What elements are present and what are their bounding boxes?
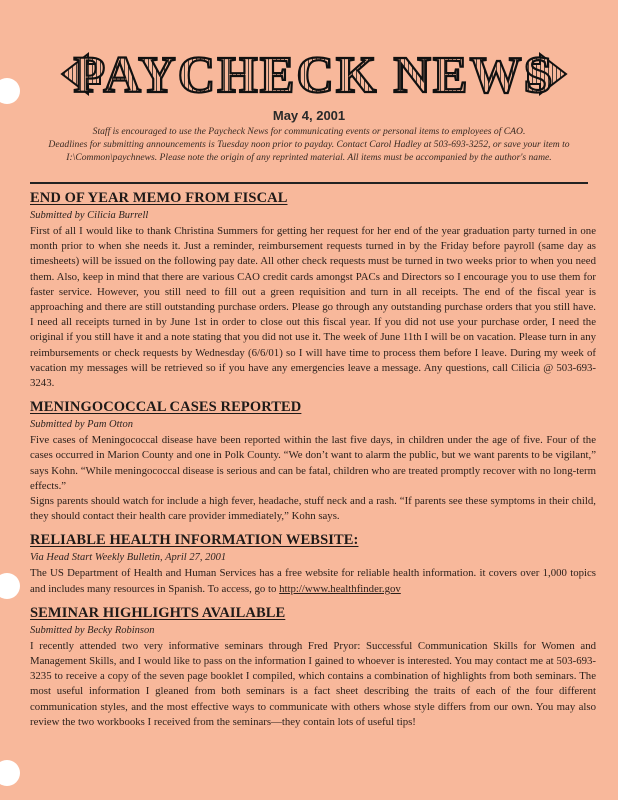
- article-title: END OF YEAR MEMO FROM FISCAL: [30, 190, 288, 206]
- article-byline: Submitted by Cilicia Burrell: [30, 210, 149, 221]
- healthfinder-link[interactable]: http://www.healthfinder.gov: [279, 582, 401, 595]
- article-health-website: [30, 532, 596, 596]
- intro-line: Deadlines for submitting announcements is Tuesday noon prior to payday. Contact Carol Hadley at 503-693-3252, or save your item to: [48, 139, 570, 150]
- article-text: The US Department of Health and Human Services has a free website for reliable health information. it covers over 1,000 topics and includes many resources in Spanish. To access, go to: [30, 567, 596, 595]
- intro-notice: [30, 125, 588, 164]
- article-byline: Via Head Start Weekly Bulletin, April 27, 2001: [30, 552, 227, 564]
- article-fiscal-memo: [30, 190, 596, 391]
- intro-line: I:\Common\paychnews. Please note the origin of any reprinted material. All items must be accompanied by the author's name.: [66, 152, 552, 163]
- article-title: MENINGOCOCCAL CASES REPORTED: [30, 399, 302, 416]
- article-meningococcal: [30, 399, 596, 524]
- masthead-logo: [60, 40, 568, 108]
- hole-punch-middle: [0, 573, 20, 599]
- article-paragraph: First of all I would like to thank Christina Summers for getting her request for her end of the year graduation party turned in one month prior to when she needs it. Just a reminder, reimbursement requests turned in by the Friday before payroll (same day as timesheets) will be issued on the following pay date. All other check requests must be turned in two weeks prior to when you need them. Also, keep in mind that there are various CAO credit cards amongst PACs and Directors so I encourage you to use them for faster service. However, you still need to fill out a green requisition and turn in all receipts. The end of the fiscal year is approaching and there are still outstanding purchase orders. Please go through any outstanding purchase orders that you still have. I need all receipts turned in by June 1st in order to close out this fiscal year. If you did not use your purchase order, I need the original if you still have it and a note stating that you did not use it. The week of June 11th I will be on vacation. Please turn in any reimbursements or check requests by Wednesday (6/6/01) so I will have time to process them before I leave. During my week of vacation my messages will be retrieved so if you have any emergencies leave a message. Any questions, call Cilicia @ 503-693-3243.: [30, 225, 596, 390]
- issue-date: May 4, 2001: [272, 108, 346, 123]
- header-divider: [30, 182, 588, 184]
- article-byline: Submitted by Pam Otton: [30, 419, 133, 431]
- article-paragraph: [30, 566, 596, 596]
- masthead-title: PAYCHECK NEWS: [73, 47, 555, 104]
- article-title: SEMINAR HIGHLIGHTS AVAILABLE: [30, 604, 286, 621]
- article-paragraph: I recently attended two very informative seminars through Fred Pryor: Successful Communication Skills for Women and Management Skills, and I would like to pass on the information I gained to whoever is interested. You may contact me at 503-693-3235 to receive a copy of the seven page booklet I compiled, which contains a combination of highlights from both seminars. The most useful information I gleaned from both seminars is a fact sheet describing the traits of each of the four different communication styles, and the most effective ways to communicate with others whose style differs from our own. You may also review the two workbooks I received from the seminars—they contain lots of useful tips!: [30, 639, 596, 728]
- article-paragraph: Five cases of Meningococcal disease have been reported within the last five days, in children under the age of five. Four of the cases occurred in Marion County and one in Polk County. “We don’t want to alarm the public, but we want parents to be vigilant,” says Kohn. “While meningococcal disease is serious and can be fatal, children who are treated promptly recover with no long-term effects.”: [30, 434, 596, 492]
- article-paragraph: Signs parents should watch for include a high fever, headache, stuff neck and a rash. “If parents see these symptoms in their child, they should contact their health care provider immediately,” Kohn says.: [30, 495, 596, 523]
- newsletter-body: [30, 188, 596, 738]
- article-byline: Submitted by Becky Robinson: [30, 624, 155, 636]
- hole-punch-top: [0, 78, 20, 104]
- article-seminar-highlights: [30, 605, 596, 730]
- intro-line: Staff is encouraged to use the Paycheck News for communicating events or personal items to employees of CAO.: [92, 126, 526, 137]
- hole-punch-bottom: [0, 760, 20, 786]
- article-title: RELIABLE HEALTH INFORMATION WEBSITE:: [30, 532, 359, 549]
- masthead-graphic: [60, 40, 568, 108]
